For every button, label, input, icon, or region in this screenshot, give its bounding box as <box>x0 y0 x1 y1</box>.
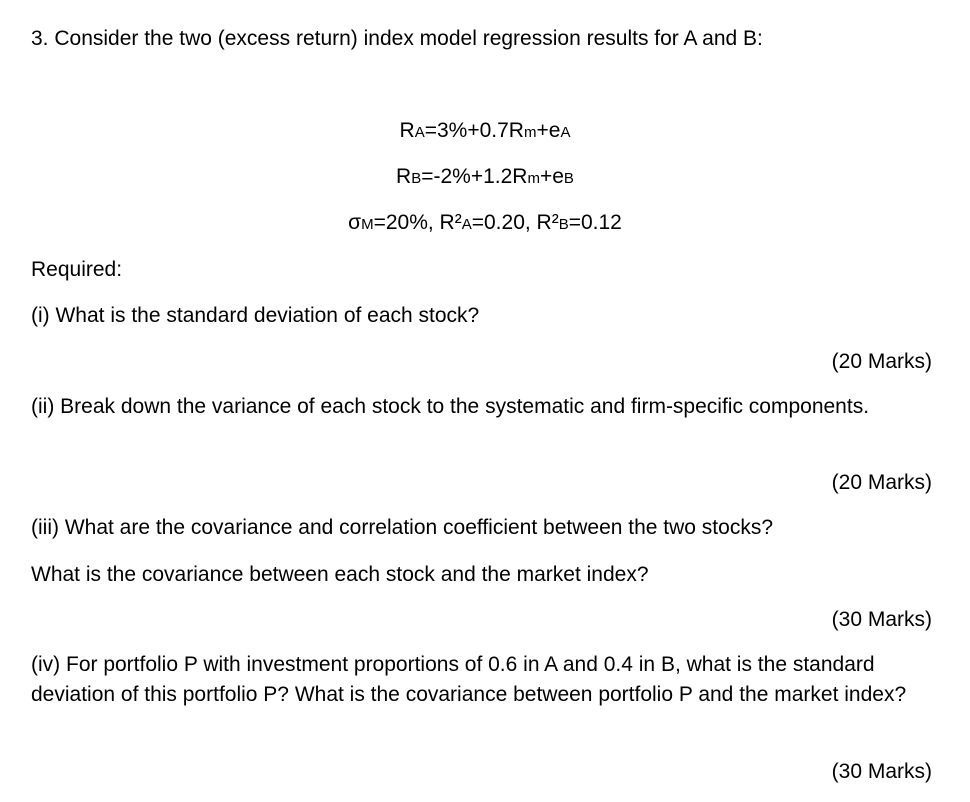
question-heading: 3. Consider the two (excess return) index model regression results for A and B: <box>31 27 763 50</box>
sigma-value: =20%, R² <box>373 211 462 234</box>
r2b-value: =0.12 <box>568 211 622 234</box>
r2a-value: =0.20, R² <box>471 211 559 234</box>
eq-a-r: R <box>399 119 415 142</box>
equation-a <box>0 116 970 148</box>
part-iv-marks: (30 Marks) <box>831 760 932 783</box>
part-iii-text-1: (iii) What are the covariance and correlation coefficient between the two stocks? <box>31 516 773 539</box>
part-i-text: (i) What is the standard deviation of each stock? <box>31 304 480 327</box>
eq-b-e-subscript: B <box>563 170 574 187</box>
eq-b-r: R <box>396 165 412 188</box>
eq-a-r-subscript: A <box>414 124 425 141</box>
parameters-line <box>0 208 970 240</box>
part-iii-text-2: What is the covariance between each stock and the market index? <box>31 563 649 586</box>
part-iii-marks: (30 Marks) <box>831 608 932 631</box>
part-iv-text: (iv) For portfolio P with investment proportions of 0.6 in A and 0.4 in B, what is the standard deviation of this portfolio P? What is the covariance between portfolio P and the market index? <box>31 653 907 706</box>
eq-b-mid: =-2%+1.2R <box>421 165 528 188</box>
equation-b <box>0 162 970 194</box>
eq-b-m-subscript: m <box>527 170 540 187</box>
eq-a-m-subscript: m <box>523 124 537 141</box>
eq-a-e-subscript: A <box>560 124 571 141</box>
part-i-marks: (20 Marks) <box>831 350 932 373</box>
sigma-symbol: σ <box>348 211 362 234</box>
eq-b-plus-e: +e <box>539 165 564 188</box>
part-ii-text: (ii) Break down the variance of each stock to the systematic and firm-specific components. <box>31 395 870 418</box>
eq-b-r-subscript: B <box>411 170 422 187</box>
r2b-subscript: B <box>558 216 569 233</box>
part-ii-marks: (20 Marks) <box>831 471 932 494</box>
sigma-subscript: M <box>361 216 374 233</box>
required-label: Required: <box>31 258 123 281</box>
eq-a-plus-e: +e <box>536 119 561 142</box>
r2a-subscript: A <box>461 216 472 233</box>
eq-a-mid: =3%+0.7R <box>424 119 524 142</box>
